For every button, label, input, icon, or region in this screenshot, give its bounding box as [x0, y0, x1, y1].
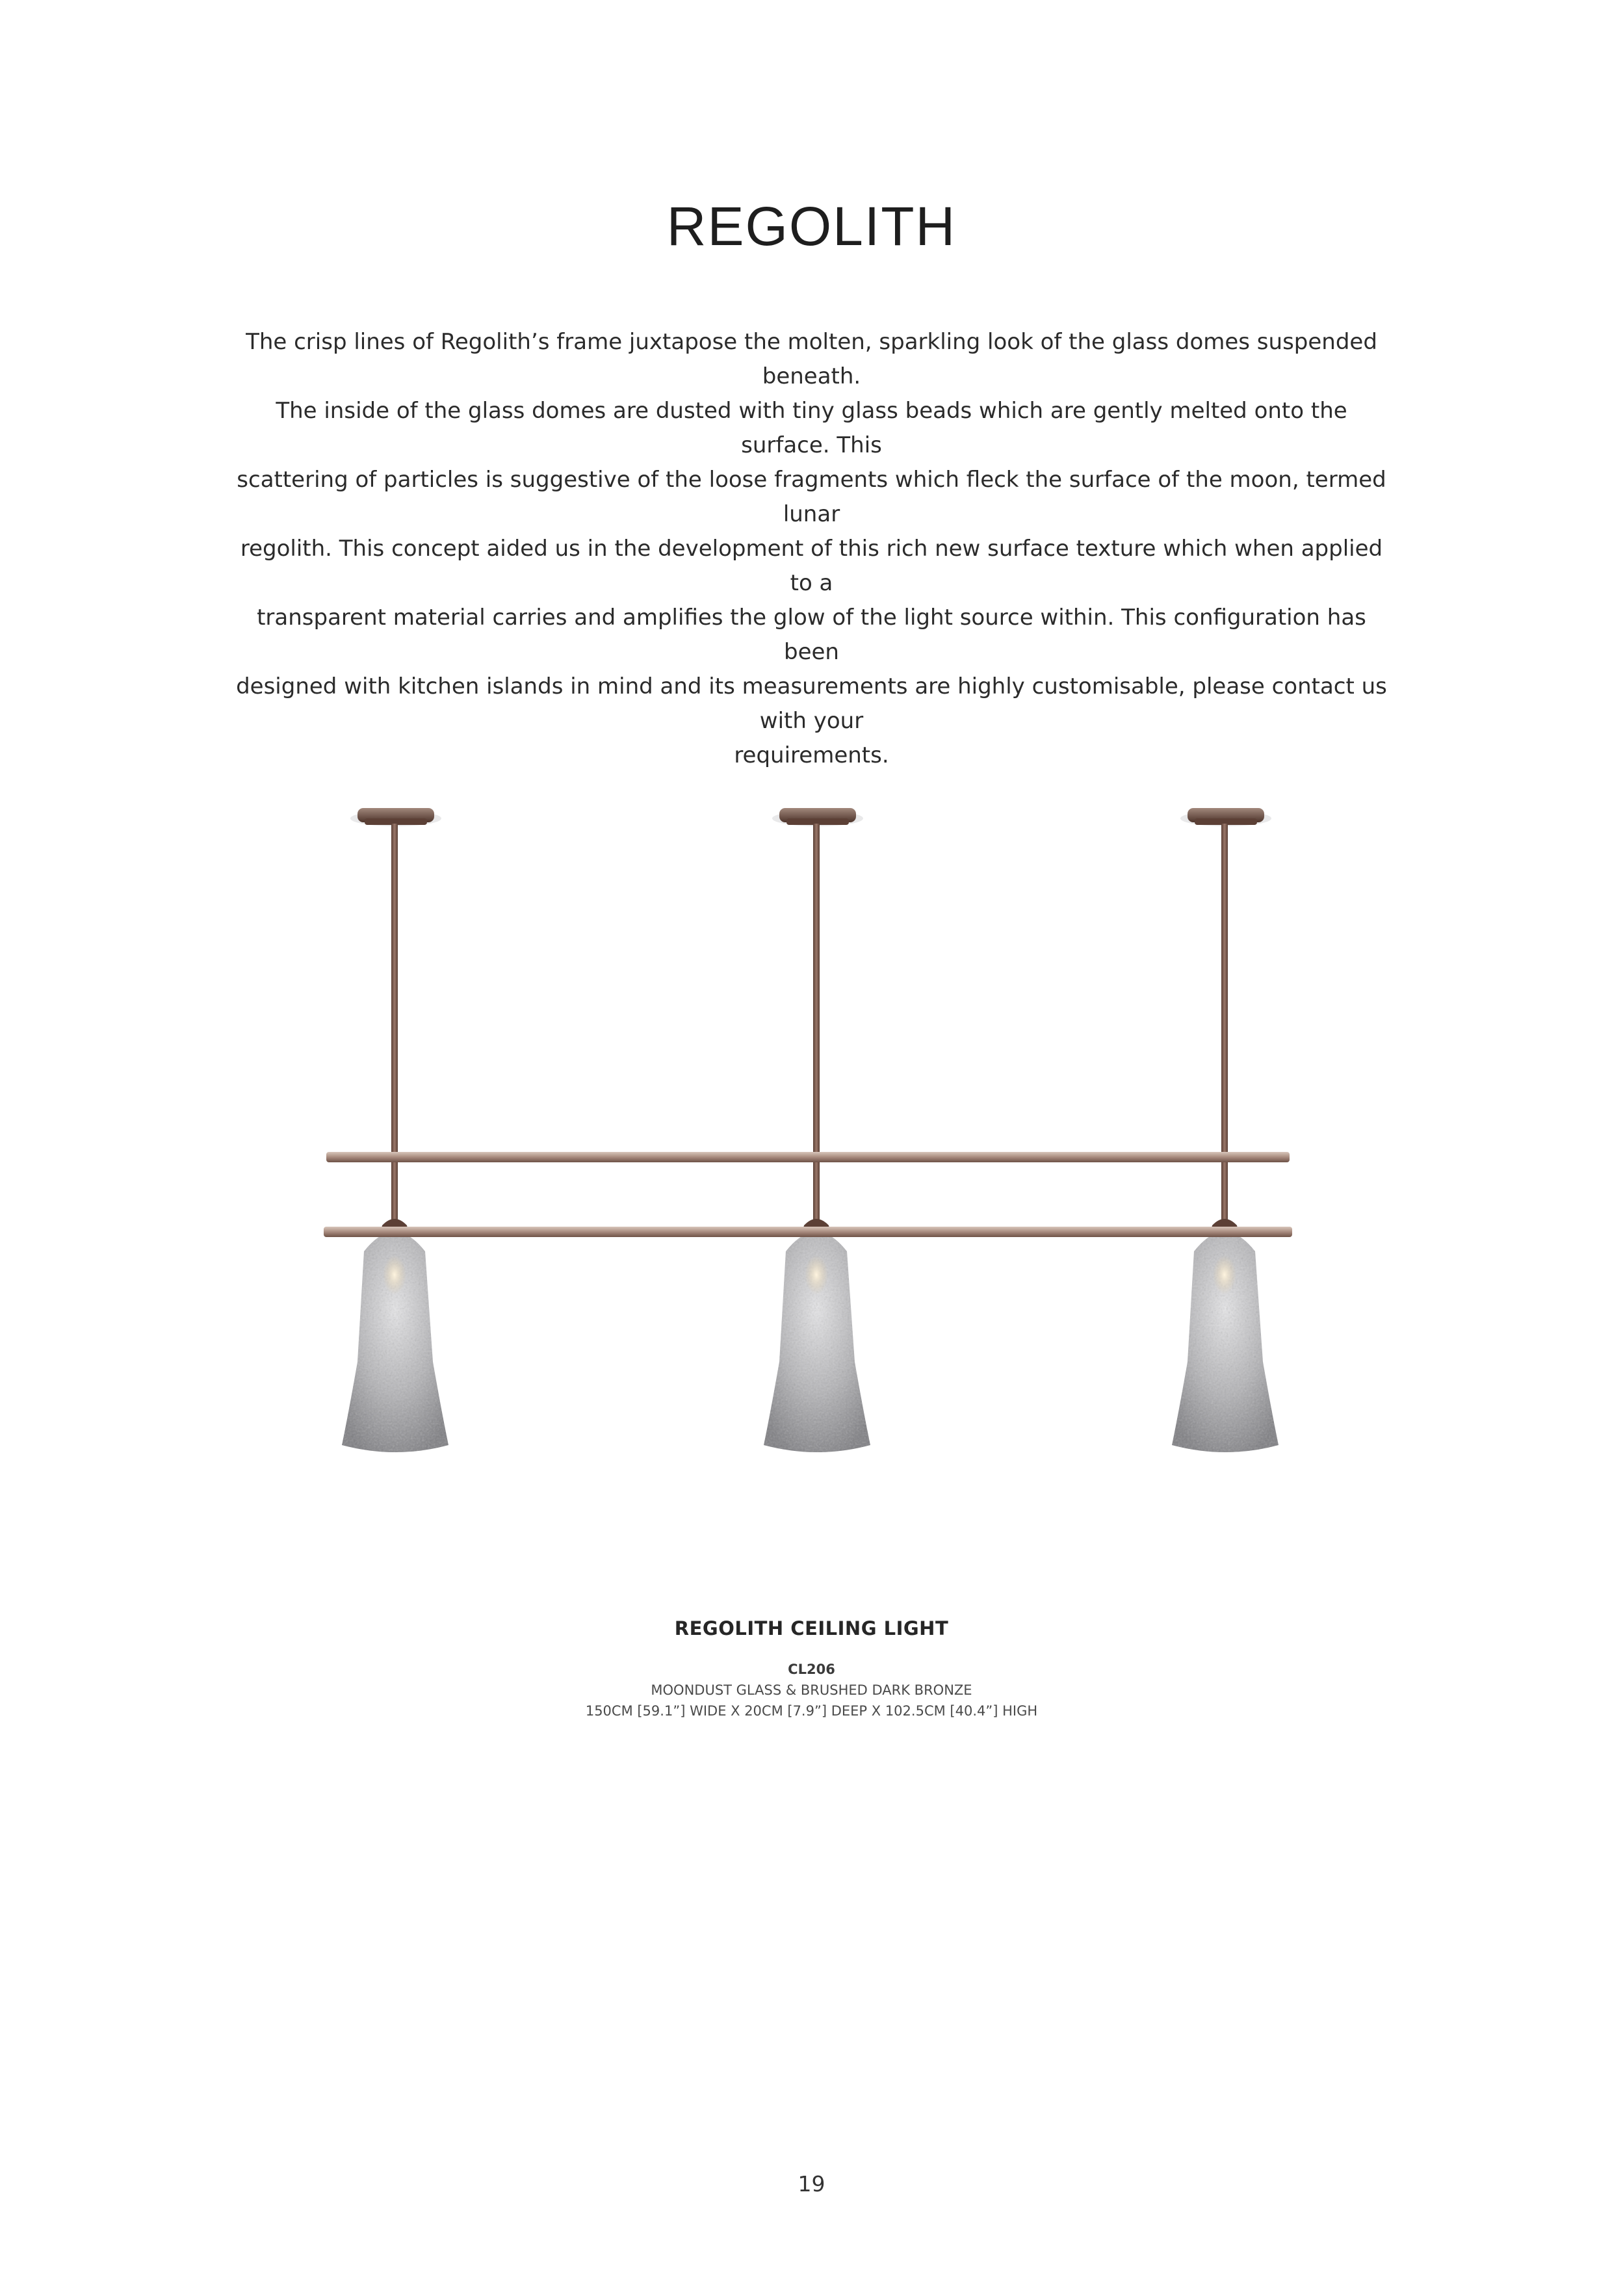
- pendant-right: [1172, 808, 1279, 1452]
- intro-line: transparent material carries and amplifies the glow of the light source within. This configuration has been: [257, 605, 1366, 665]
- product-name: REGOLITH CEILING LIGHT: [674, 1617, 949, 1639]
- product-dimensions: 150CM [59.1”] WIDE X 20CM [7.9”] DEEP X 102.5CM [40.4”] HIGH: [585, 1703, 1038, 1719]
- intro-line: designed with kitchen islands in mind and its measurements are highly customisable, please contact us with your: [236, 673, 1387, 734]
- intro-line: requirements.: [734, 742, 889, 768]
- product-material: MOONDUST GLASS & BRUSHED DARK BRONZE: [651, 1682, 972, 1698]
- intro-line: scattering of particles is suggestive of the loose fragments which fleck the surface of the moon, termed lunar: [237, 467, 1386, 527]
- product-image: [305, 790, 1319, 1518]
- pendant-left: [342, 808, 448, 1452]
- intro-paragraph: [234, 325, 1389, 773]
- page-number: 19: [798, 2171, 825, 2197]
- page-title: REGOLITH: [666, 196, 957, 257]
- product-code: CL206: [788, 1662, 835, 1677]
- pendant-middle: [764, 808, 870, 1452]
- intro-line: The crisp lines of Regolith’s frame juxtapose the molten, sparkling look of the glass domes suspended beneath.: [246, 329, 1377, 389]
- intro-line: The inside of the glass domes are dusted with tiny glass beads which are gently melted onto the surface. This: [276, 398, 1347, 458]
- product-caption: [0, 1617, 1623, 1721]
- intro-line: regolith. This concept aided us in the development of this rich new surface texture which when applied to a: [240, 536, 1383, 596]
